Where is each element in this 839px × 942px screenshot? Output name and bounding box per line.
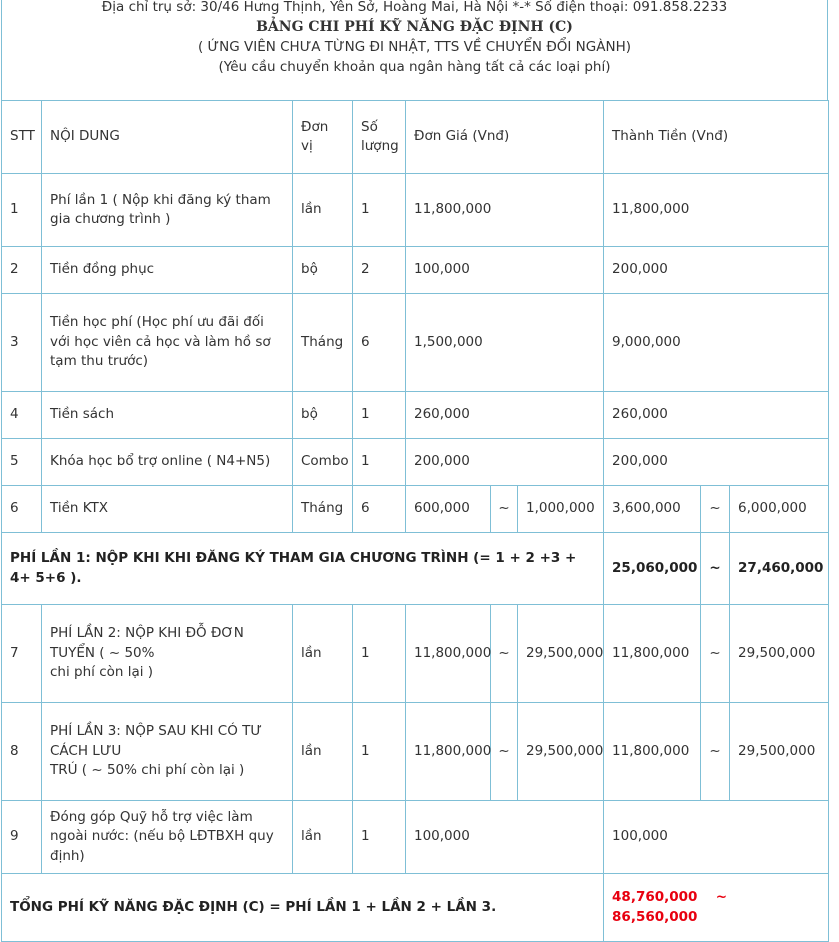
row-qty: 1 — [353, 439, 406, 486]
row-content — [42, 605, 293, 703]
row-total: 260,000 — [604, 392, 829, 439]
row-unit: lần — [293, 605, 353, 703]
table-row — [2, 801, 829, 874]
range-separator: ~ — [491, 605, 518, 703]
range-separator: ~ — [701, 533, 730, 605]
row-unit: Tháng — [293, 294, 353, 392]
subtotal-min: 25,060,000 — [604, 533, 701, 605]
grand-total-min: 48,760,000 — [612, 889, 698, 905]
col-header-stt: STT — [2, 101, 42, 174]
table-header-row — [2, 101, 829, 174]
row-total: 100,000 — [604, 801, 829, 874]
row-qty: 2 — [353, 247, 406, 294]
row-content-line: PHÍ LẦN 2: NỘP KHI ĐỖ ĐƠN — [50, 625, 244, 642]
range-separator: ~ — [701, 486, 730, 533]
row-content-line: TUYỂN ( ~ 50% — [50, 644, 155, 661]
row-qty: 1 — [353, 392, 406, 439]
row-unit: Tháng — [293, 486, 353, 533]
range-separator: ~ — [715, 889, 728, 905]
row-qty: 6 — [353, 486, 406, 533]
row-qty: 1 — [353, 174, 406, 247]
row-stt: 2 — [2, 247, 42, 294]
row-price: 260,000 — [406, 392, 604, 439]
range-separator: ~ — [701, 605, 730, 703]
row-unit: bộ — [293, 247, 353, 294]
row-total: 200,000 — [604, 247, 829, 294]
row-qty: 1 — [353, 605, 406, 703]
row-unit: lần — [293, 703, 353, 801]
grand-total-label: TỔNG PHÍ KỸ NĂNG ĐẶC ĐỊNH (C) = PHÍ LẦN 1 + LẦN 2 + LẦN 3. — [2, 874, 604, 942]
row-total: 9,000,000 — [604, 294, 829, 392]
row-content — [42, 703, 293, 801]
row-total: 200,000 — [604, 439, 829, 486]
row-unit: bộ — [293, 392, 353, 439]
row-content: Đóng góp Quỹ hỗ trợ việc làm ngoài nước: (nếu bộ LĐTBXH quy định) — [42, 801, 293, 874]
subtotal-max: 27,460,000 — [730, 533, 829, 605]
row-unit: lần — [293, 174, 353, 247]
row-qty: 1 — [353, 801, 406, 874]
row-total-min: 11,800,000 — [604, 605, 701, 703]
row-price: 100,000 — [406, 247, 604, 294]
row-content-line: chi phí còn lại ) — [50, 664, 154, 681]
row-qty: 6 — [353, 294, 406, 392]
row-price: 200,000 — [406, 439, 604, 486]
col-header-qty: Số lượng — [353, 101, 406, 174]
row-price-min: 11,800,000 — [406, 703, 491, 801]
row-total-max: 6,000,000 — [730, 486, 829, 533]
table-row — [2, 703, 829, 801]
company-address: Địa chỉ trụ sở: 30/46 Hưng Thịnh, Yên Sở, Hoàng Mai, Hà Nội *-* Số điện thoại: 091.858.2233 — [101, 0, 728, 15]
col-header-content: NỘI DUNG — [42, 101, 293, 174]
grand-total-max: 86,560,000 — [612, 908, 698, 925]
table-row — [2, 605, 829, 703]
row-content-line: CÁCH LƯU — [50, 742, 122, 759]
table-row — [2, 486, 829, 533]
payment-note: (Yêu cầu chuyển khoản qua ngân hàng tất cả các loại phí) — [218, 59, 611, 75]
row-content-line: TRÚ ( ~ 50% chi phí còn lại ) — [50, 762, 245, 779]
row-price: 100,000 — [406, 801, 604, 874]
row-price: 1,500,000 — [406, 294, 604, 392]
col-header-price: Đơn Giá (Vnđ) — [406, 101, 604, 174]
row-content: Phí lần 1 ( Nộp khi đăng ký tham gia chương trình ) — [42, 174, 293, 247]
grand-total-value — [604, 874, 829, 942]
document-header — [1, 0, 828, 101]
row-stt: 8 — [2, 703, 42, 801]
col-header-unit: Đơn vị — [293, 101, 353, 174]
row-stt: 3 — [2, 294, 42, 392]
row-total-min: 11,800,000 — [604, 703, 701, 801]
page-title: BẢNG CHI PHÍ KỸ NĂNG ĐẶC ĐỊNH (C) — [256, 19, 573, 35]
page-subtitle: ( ỨNG VIÊN CHƯA TỪNG ĐI NHẬT, TTS VỀ CHUYỂN ĐỔI NGÀNH) — [197, 39, 631, 55]
row-content: Tiền KTX — [42, 486, 293, 533]
table-row — [2, 247, 829, 294]
col-header-total: Thành Tiền (Vnđ) — [604, 101, 829, 174]
row-unit: lần — [293, 801, 353, 874]
row-qty: 1 — [353, 703, 406, 801]
row-total-min: 3,600,000 — [604, 486, 701, 533]
subtotal-label: PHÍ LẦN 1: NỘP KHI KHI ĐĂNG KÝ THAM GIA CHƯƠNG TRÌNH (= 1 + 2 +3 + 4+ 5+6 ). — [2, 533, 604, 605]
row-price-min: 11,800,000 — [406, 605, 491, 703]
row-content: Khóa học bổ trợ online ( N4+N5) — [42, 439, 293, 486]
row-price-max: 1,000,000 — [518, 486, 604, 533]
row-price-max: 29,500,000 — [518, 605, 604, 703]
range-separator: ~ — [491, 486, 518, 533]
row-price-max: 29,500,000 — [518, 703, 604, 801]
row-stt: 1 — [2, 174, 42, 247]
row-stt: 9 — [2, 801, 42, 874]
table-row — [2, 174, 829, 247]
range-separator: ~ — [491, 703, 518, 801]
table-row — [2, 392, 829, 439]
row-stt: 7 — [2, 605, 42, 703]
fee-table — [1, 100, 829, 942]
subtotal-row — [2, 533, 829, 605]
row-total-max: 29,500,000 — [730, 703, 829, 801]
row-price-min: 600,000 — [406, 486, 491, 533]
row-total-max: 29,500,000 — [730, 605, 829, 703]
row-stt: 6 — [2, 486, 42, 533]
row-stt: 4 — [2, 392, 42, 439]
row-unit: Combo — [293, 439, 353, 486]
row-content: Tiền sách — [42, 392, 293, 439]
table-row — [2, 439, 829, 486]
row-content-line: PHÍ LẦN 3: NỘP SAU KHI CÓ TƯ — [50, 723, 262, 740]
row-stt: 5 — [2, 439, 42, 486]
range-separator: ~ — [701, 703, 730, 801]
row-content: Tiền đồng phục — [42, 247, 293, 294]
grand-total-row — [2, 874, 829, 942]
table-row — [2, 294, 829, 392]
row-total: 11,800,000 — [604, 174, 829, 247]
row-content: Tiền học phí (Học phí ưu đãi đối với học viên cả học và làm hồ sơ tạm thu trước) — [42, 294, 293, 392]
row-price: 11,800,000 — [406, 174, 604, 247]
